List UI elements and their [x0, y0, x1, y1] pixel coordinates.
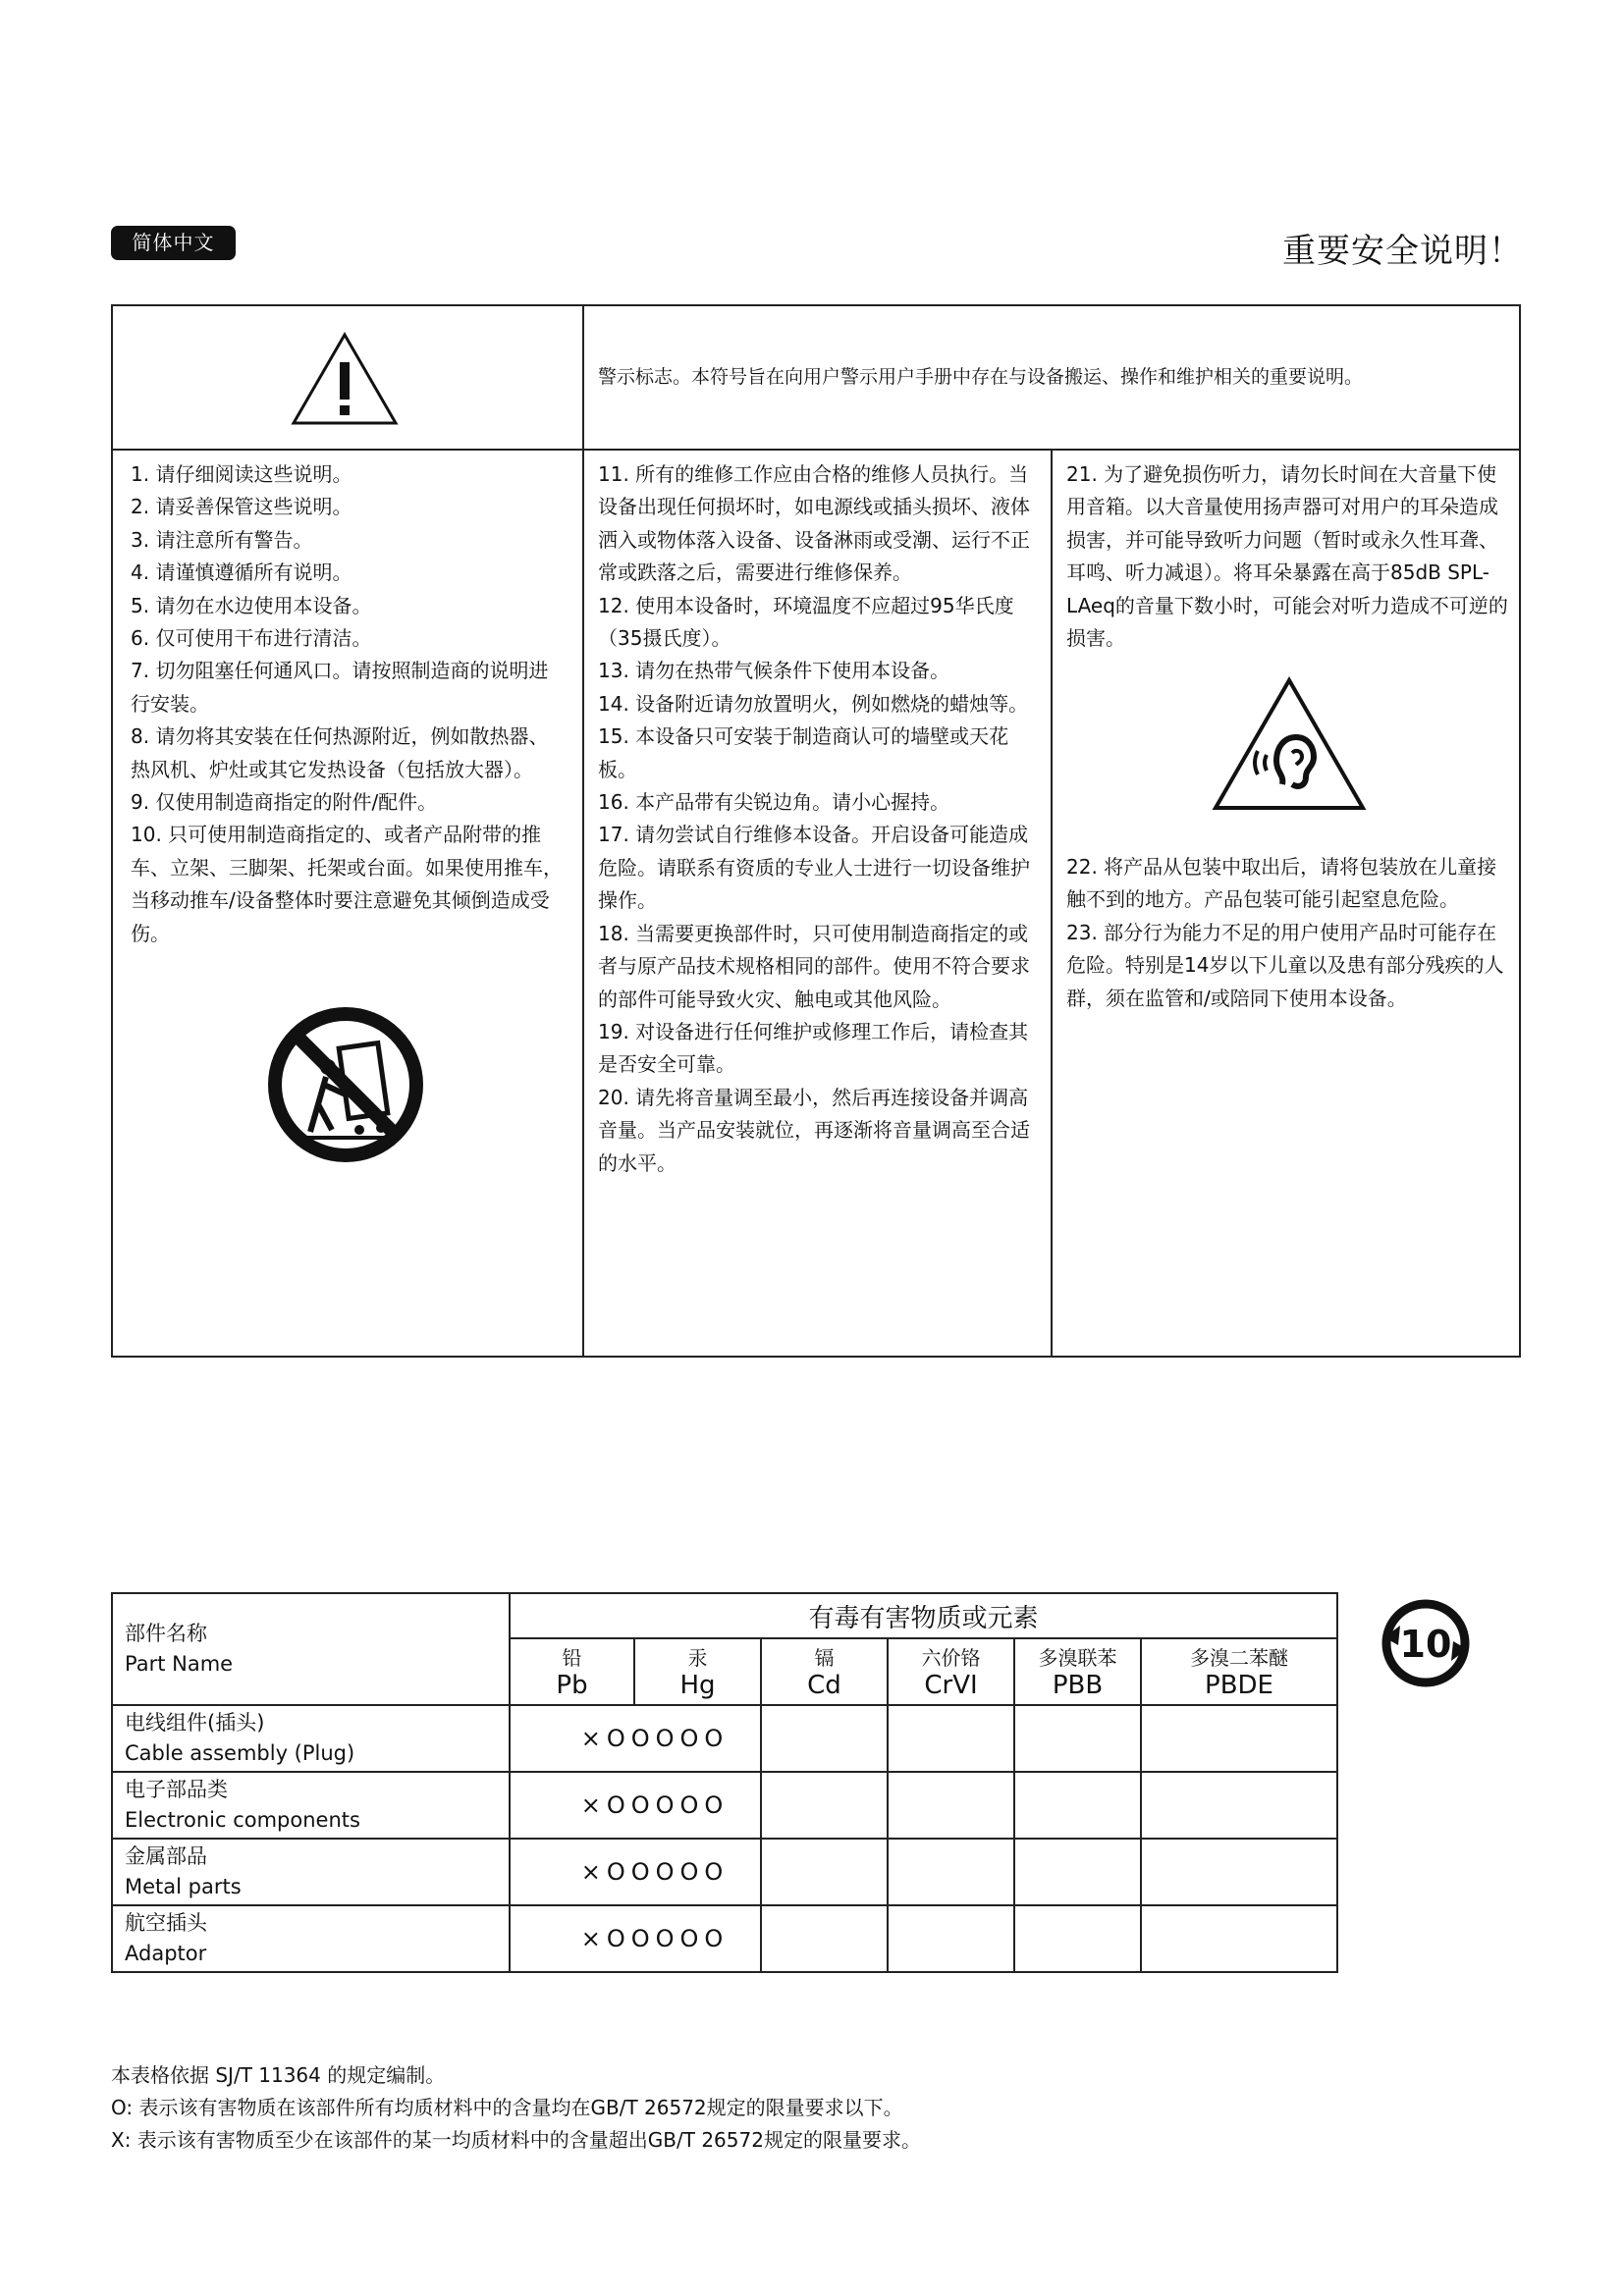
footnotes — [111, 2059, 921, 2157]
part-name-zh: 部件名称 — [125, 1622, 207, 1645]
logo-number: 10 — [1399, 1623, 1452, 1666]
substance-header: 多溴联苯 PBB — [1014, 1638, 1141, 1705]
instruction-item: 10. 只可使用制造商指定的、或者产品附带的推车、立架、三脚架、托架或台面。如果使用推车，当移动推车/设备整体时要注意避免其倾倒造成受伤。 — [131, 823, 563, 945]
environmental-protection-use-period-icon — [1375, 1592, 1477, 1694]
empty-cell — [1141, 1839, 1337, 1905]
substance-marks: ×OOOOO — [510, 1905, 761, 1972]
empty-cell — [888, 1905, 1014, 1972]
instructions-column-3-top — [1066, 458, 1508, 655]
instructions-column-3-bottom — [1066, 851, 1508, 1015]
substance-marks: ×OOOOO — [510, 1839, 761, 1905]
table-row — [112, 1772, 1337, 1839]
substance-header: 多溴二苯醚 PBDE — [1141, 1638, 1337, 1705]
hearing-damage-warning-icon — [1212, 676, 1367, 812]
instruction-item: 14. 设备附近请勿放置明火，例如燃烧的蜡烛等。 — [598, 691, 1029, 716]
substance-header: 汞 Hg — [634, 1638, 761, 1705]
table-row — [112, 1839, 1337, 1905]
instruction-item: 7. 切勿阻塞任何通风口。请按照制造商的说明进行安装。 — [131, 659, 549, 716]
instruction-item: 23. 部分行为能力不足的用户使用产品时可能存在危险。特别是14岁以下儿童以及患有部分残疾的人群，须在监管和/或陪同下使用本设备。 — [1066, 920, 1504, 1010]
hazardous-substances-table — [111, 1592, 1338, 1973]
empty-cell — [761, 1839, 888, 1905]
substance-group-header: 有毒有害物质或元素 — [510, 1593, 1337, 1638]
footnote: X: 表示该有害物质至少在该部件的某一均质材料中的含量超出GB/T 26572规定的限量要求。 — [111, 2128, 921, 2152]
footnote: 本表格依据 SJ/T 11364 的规定编制。 — [111, 2063, 446, 2087]
empty-cell — [761, 1772, 888, 1839]
footnote: O: 表示该有害物质在该部件所有均质材料中的含量均在GB/T 26572规定的限量要求以下。 — [111, 2096, 903, 2119]
empty-cell — [1141, 1772, 1337, 1839]
instruction-item: 8. 请勿将其安装在任何热源附近，例如散热器、热风机、炉灶或其它发热设备（包括放大器）。 — [131, 724, 549, 781]
substance-header: 镉 Cd — [761, 1638, 888, 1705]
instruction-item: 11. 所有的维修工作应由合格的维修人员执行。当设备出现任何损坏时，如电源线或插头损坏、液体洒入或物体落入设备、设备淋雨或受潮、运行不正常或跌落之后，需要进行维修保养。 — [598, 462, 1030, 585]
instruction-item: 18. 当需要更换部件时，只可使用制造商指定的或者与原产品技术规格相同的部件。使用不符合要求的部件可能导致火灾、触电或其他风险。 — [598, 921, 1030, 1011]
substance-marks: ×OOOOO — [510, 1705, 761, 1772]
instruction-item: 9. 仅使用制造商指定的附件/配件。 — [131, 790, 438, 815]
instructions-column-2 — [598, 458, 1040, 1180]
empty-cell — [1014, 1905, 1141, 1972]
instruction-item: 13. 请勿在热带气候条件下使用本设备。 — [598, 659, 950, 683]
instruction-item: 15. 本设备只可安装于制造商认可的墙壁或天花板。 — [598, 724, 1009, 781]
cart-tip-over-warning-icon — [267, 1006, 424, 1163]
instruction-item: 19. 对设备进行任何维护或修理工作后，请检查其是否安全可靠。 — [598, 1019, 1029, 1077]
empty-cell — [1141, 1905, 1337, 1972]
empty-cell — [1141, 1705, 1337, 1772]
substance-header: 铅 Pb — [510, 1638, 634, 1705]
part-name-cell: 航空插头 Adaptor — [112, 1905, 510, 1972]
instruction-item: 22. 将产品从包装中取出后，请将包装放在儿童接触不到的地方。产品包装可能引起窒息危险。 — [1066, 855, 1497, 912]
instruction-item: 2. 请妥善保管这些说明。 — [131, 495, 352, 519]
instruction-item: 4. 请谨慎遵循所有说明。 — [131, 561, 352, 585]
page-title: 重要安全说明！ — [1282, 232, 1523, 271]
instruction-item: 16. 本产品带有尖锐边角。请小心握持。 — [598, 790, 950, 815]
instruction-item: 5. 请勿在水边使用本设备。 — [131, 593, 372, 617]
column-divider — [1051, 449, 1053, 1356]
safety-instructions-table — [111, 304, 1521, 1358]
part-name-cell: 电子部品类 Electronic components — [112, 1772, 510, 1839]
empty-cell — [888, 1772, 1014, 1839]
instruction-item: 20. 请先将音量调至最小，然后再连接设备并调高音量。当产品安装就位，再逐渐将音量调高至合适的水平。 — [598, 1085, 1030, 1175]
part-name-cell: 金属部品 Metal parts — [112, 1839, 510, 1905]
instruction-item: 17. 请勿尝试自行维修本设备。开启设备可能造成危险。请联系有资质的专业人士进行一切设备维护操作。 — [598, 823, 1030, 913]
table-row — [112, 1705, 1337, 1772]
substance-marks: ×OOOOO — [510, 1772, 761, 1839]
instruction-item: 21. 为了避免损伤听力，请勿长时间在大音量下使用音箱。以大音量使用扬声器可对用户的耳朵造成损害，并可能导致听力问题（暂时或永久性耳聋、耳鸣、听力减退）。将耳朵暴露在高于85dB SPL-LAeq的音量下数小时，可能会对听力造成不可逆的损害。 — [1066, 462, 1508, 651]
empty-cell — [1014, 1772, 1141, 1839]
part-name-header — [112, 1593, 510, 1705]
empty-cell — [888, 1705, 1014, 1772]
row-divider — [113, 449, 1519, 451]
empty-cell — [1014, 1705, 1141, 1772]
part-name-en: Part Name — [125, 1652, 234, 1676]
empty-cell — [761, 1705, 888, 1772]
empty-cell — [761, 1905, 888, 1972]
part-name-cell: 电线组件(插头) Cable assembly (Plug) — [112, 1705, 510, 1772]
instruction-item: 12. 使用本设备时，环境温度不应超过95华氏度（35摄氏度）。 — [598, 593, 1014, 651]
empty-cell — [888, 1839, 1014, 1905]
instruction-item: 3. 请注意所有警告。 — [131, 527, 313, 552]
substance-header: 六价铬 CrVI — [888, 1638, 1014, 1705]
empty-cell — [1014, 1839, 1141, 1905]
instructions-column-1 — [131, 458, 568, 950]
warning-description: 警示标志。本符号旨在向用户警示用户手册中存在与设备搬运、操作和维护相关的重要说明。 — [598, 366, 1364, 388]
instruction-item: 1. 请仔细阅读这些说明。 — [131, 462, 352, 486]
language-badge: 简体中文 — [111, 226, 236, 260]
table-row — [112, 1905, 1337, 1972]
warning-triangle-icon — [290, 331, 400, 429]
instruction-item: 6. 仅可使用干布进行清洁。 — [131, 626, 372, 651]
column-divider — [582, 306, 584, 1356]
